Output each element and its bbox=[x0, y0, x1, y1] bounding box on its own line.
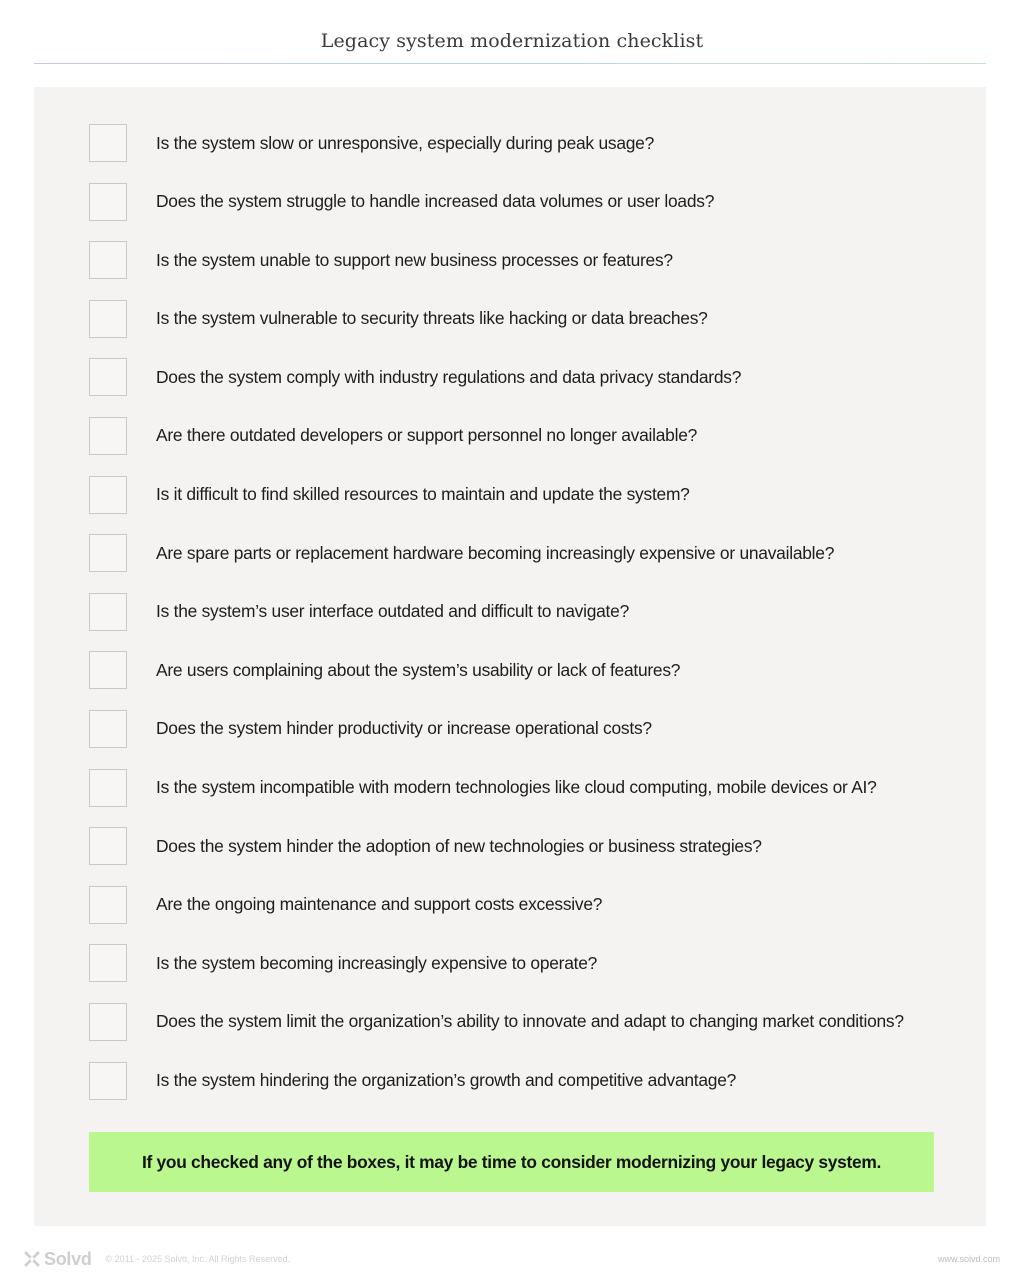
checklist-item[interactable] bbox=[89, 416, 949, 456]
checkbox[interactable] bbox=[89, 358, 127, 396]
checkbox[interactable] bbox=[89, 417, 127, 455]
checkbox[interactable] bbox=[89, 124, 127, 162]
checklist-item[interactable] bbox=[89, 299, 949, 339]
title-divider bbox=[34, 63, 986, 64]
checklist-item[interactable] bbox=[89, 709, 949, 749]
copyright-text: © 2011 - 2025 Solvd, Inc. All Rights Reserved. bbox=[105, 1254, 291, 1264]
checkbox[interactable] bbox=[89, 534, 127, 572]
checklist-panel bbox=[34, 87, 986, 1226]
solvd-logo-text: Solvd bbox=[44, 1248, 92, 1269]
checklist bbox=[89, 123, 949, 1119]
checklist-item-label: Is the system unable to support new business processes or features? bbox=[156, 249, 673, 270]
checkbox[interactable] bbox=[89, 769, 127, 807]
checklist-item-label: Is the system becoming increasingly expensive to operate? bbox=[156, 952, 598, 973]
checkbox[interactable] bbox=[89, 1062, 127, 1100]
checklist-item-label: Is the system slow or unresponsive, especially during peak usage? bbox=[156, 132, 655, 153]
page-title: Legacy system modernization checklist bbox=[320, 30, 704, 52]
checkbox[interactable] bbox=[89, 241, 127, 279]
website-link[interactable]: www.solvd.com bbox=[937, 1254, 1000, 1264]
checklist-item-label: Does the system hinder the adoption of new technologies or business strategies? bbox=[156, 835, 762, 856]
checklist-item[interactable] bbox=[89, 1061, 949, 1101]
callout-banner bbox=[89, 1132, 934, 1192]
checklist-item-label: Are spare parts or replacement hardware becoming increasingly expensive or unavailable? bbox=[156, 542, 835, 563]
checkbox[interactable] bbox=[89, 710, 127, 748]
checklist-item[interactable] bbox=[89, 182, 949, 222]
checkbox[interactable] bbox=[89, 651, 127, 689]
checklist-item-label: Is the system vulnerable to security threats like hacking or data breaches? bbox=[156, 308, 708, 329]
solvd-logo-icon bbox=[24, 1251, 40, 1267]
checklist-item-label: Are there outdated developers or support personnel no longer available? bbox=[156, 425, 698, 446]
checklist-item-label: Does the system hinder productivity or increase operational costs? bbox=[156, 718, 652, 739]
checklist-item[interactable] bbox=[89, 1002, 949, 1042]
checkbox[interactable] bbox=[89, 183, 127, 221]
checklist-item-label: Does the system comply with industry regulations and data privacy standards? bbox=[156, 366, 742, 387]
checklist-item[interactable] bbox=[89, 768, 949, 808]
footer bbox=[24, 1249, 1000, 1269]
checkbox[interactable] bbox=[89, 300, 127, 338]
checklist-item-label: Does the system struggle to handle increased data volumes or user loads? bbox=[156, 191, 715, 212]
checklist-item-label: Are the ongoing maintenance and support costs excessive? bbox=[156, 894, 603, 915]
checklist-item-label: Is the system hindering the organization’s growth and competitive advantage? bbox=[156, 1070, 737, 1090]
checklist-item[interactable] bbox=[89, 943, 949, 983]
checklist-item[interactable] bbox=[89, 533, 949, 573]
checkbox[interactable] bbox=[89, 944, 127, 982]
checklist-item[interactable] bbox=[89, 885, 949, 925]
checklist-item-label: Is the system’s user interface outdated and difficult to navigate? bbox=[156, 601, 629, 622]
callout-text: If you checked any of the boxes, it may be time to consider modernizing your legacy system. bbox=[141, 1151, 882, 1172]
checklist-item-label: Are users complaining about the system’s usability or lack of features? bbox=[156, 659, 681, 680]
checklist-item[interactable] bbox=[89, 475, 949, 515]
checkbox[interactable] bbox=[89, 476, 127, 514]
checkbox[interactable] bbox=[89, 1003, 127, 1041]
checklist-item[interactable] bbox=[89, 592, 949, 632]
checklist-item-label: Does the system limit the organization’s ability to innovate and adapt to changing market conditions? bbox=[156, 1011, 904, 1032]
checklist-item-label: Is the system incompatible with modern technologies like cloud computing, mobile devices or AI? bbox=[156, 777, 877, 798]
checkbox[interactable] bbox=[89, 593, 127, 631]
checkbox[interactable] bbox=[89, 827, 127, 865]
checklist-item[interactable] bbox=[89, 123, 949, 163]
checkbox[interactable] bbox=[89, 886, 127, 924]
checklist-item[interactable] bbox=[89, 650, 949, 690]
checklist-item[interactable] bbox=[89, 826, 949, 866]
checklist-item-label: Is it difficult to find skilled resources to maintain and update the system? bbox=[156, 484, 690, 505]
checklist-item[interactable] bbox=[89, 240, 949, 280]
checklist-item[interactable] bbox=[89, 357, 949, 397]
